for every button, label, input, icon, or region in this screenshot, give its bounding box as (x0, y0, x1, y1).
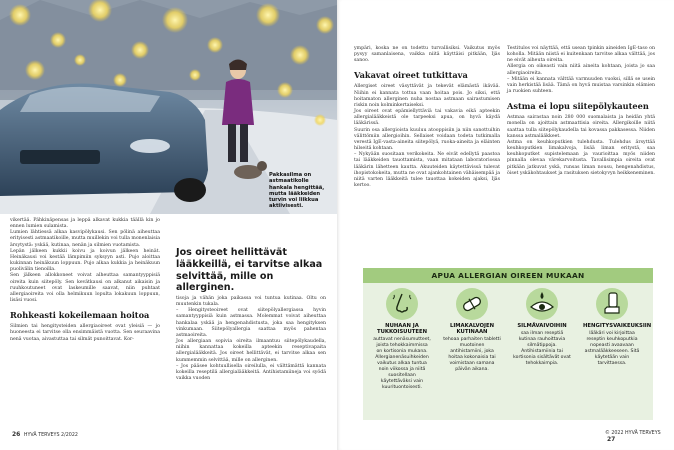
infobox-title: APUA ALLERGIAN OIREEN MUKAAN (363, 268, 653, 283)
pull-quote: Jos oireet hellittävät lääkkeillä, ei tarvitse alkaa selvittää, mille on allerginen. (176, 247, 323, 294)
symptom-desc: auttavat nenäsumutteet, joista tehokkaimmissa on kortisonia mukana. Allergianenäsuihkeiden vaikutus alkaa tuntua noin viikossa ja niitä suositellaan käytettäväksi vain kuurituontoisesti. (373, 337, 431, 390)
paragraph: tisoja ja vähän joka paikassa voi tuntua kutinaa. Oltu on muutenkin tukala. (176, 296, 326, 308)
paragraph: Astma on keuhkoputkien tulehdusta. Tulehdus ärsyttää keuhkoputkien limakalvoja, lisää liman eritystä, saa keuhkoputket supistelemaan ja vaurioittaa myös niiden pinnalla olevaa värekarvoitusta. Tavallisimpia oireita ovat pitkään jatkuvat yskä, runsas liman nousu, hengenahdistus, öiset yskäkohtaukset ja rasituksen sietokyvyn heikkeneminen. (507, 139, 655, 176)
symptom-title: NUHAAN JA TUKKOISUUTEEN (376, 323, 428, 336)
paragraph: Lumien lähtiessä alkaa kasvipölykausi. Sen pölinä aiheuttaa erityisesti astmaatikoille, mutta muillekin voi tulla monenlaisia ärsytystä: yskää, kutinaa, nenän ja silmien vuotamista. (10, 230, 160, 248)
page-number: 26 (12, 431, 21, 438)
paragraph: Suurin osa allergioista kuuluu atooppisiin ja niin sanottuihin välittömiin allergioihin. Sellaiset voidaan todeta tutkimalla verestä IgE-vasta-aineita siitepölyä, ruoka-aineita ja eläinten hilseitä kohtaan. (354, 127, 500, 152)
paragraph: Jos allergiaan sopivia oireita ilmaantuu siitepölykaudella, niihin kannattaa kokeilla apteekin reseptivapaita allergialääkkeitä. Jos oireet hellittävät, ei tarvitse alkaa sen kummemmin selvittää, mille on allerginen. (176, 339, 326, 363)
paragraph: Jos oireet ovat epämiellyttäviä tai vakavia eikä apteekin allergialääkkeistä ole tarpeeksi apua, on hyvä käydä lääkärissä. (354, 109, 500, 127)
paragraph: ympäri, koska ne on todettu turvallisiksi. Vaikutus myös pysyy samanlaisena, vaikka niitä käyttäisi pitkään, Ijäs sanoo. (354, 46, 500, 64)
right-column-1 (354, 46, 500, 189)
paragraph: Astmaa sairastaa noin 280 000 suomalaista ja heidän yhtä monella on ajoittain astmaattisia oireita. Allergikoille niitä saattaa tulla siitepölykaudella tai kovassa pakkasessa. Niiden kanssa astmalääkkeet. (507, 115, 655, 139)
paragraph: Allergia on oikeasti vain niitä aineita kohtaan, joista jo saa allergiaoireita. (507, 64, 655, 76)
nose-icon (385, 287, 419, 321)
right-column-2 (507, 46, 655, 177)
symptom-nose (373, 287, 431, 391)
paragraph: – Nykyään suositaan verikokeita. Ne eivät edellytä paastoa tai lääkkeiden tauottamista, vaan mitataan laboratoriossa lääkärin lähetteen kautta. Akuuteiden käytettävissä tulevat ihopistokokeita, mutta ne ovat ajankohtainen vähäisempää ja niitä varten lääkkeitä tulee tauottaa kokeiden ajaksi, Ijäs kertoo. (354, 152, 500, 188)
section-heading: Astma ei lopu siitepölykauteen (507, 101, 649, 112)
symptom-desc: saa ilman reseptiä kutinaa rauhoittavia silmätippoja. Antihistamiinia tai kortisonia sisältävät ovat tehokkaimpia. (513, 331, 571, 366)
paragraph: – Jos pääsee kohtuullisella oireilulla, ei välttämättä kannata kokeilla reseptilä allergialääkkeitä. Antihistamiineja voi syödä vaikka vuoden (176, 363, 326, 382)
paragraph: Sen jälkeen allokkoneet voivat alheuttaa samantyyppisiä oireita kuin siitepöly. Sen kevätkausi on alkanut aikaisin ja ruuhkoutuneet ovat laskeumille saavat, niin puhtaat allergiaoireita voi olla helmikuun lopulta lokakuun loppuun, lisäsi vuosi. (10, 273, 160, 304)
folio-right (605, 431, 674, 443)
paragraph: – Mitään ei kannata välttää varmuuden vuoksi, sillä se usein vain herkistää lisää. Tämä on hyvä muistaa varsinkin elämien ja ruokien suhteen. (507, 76, 655, 95)
symptom-mucosa (443, 287, 501, 373)
paragraph: vikertää. Pähkinäpensas ja leppä alkavat kukkia täällä kin jo ennen lumien sulamista. (10, 218, 160, 230)
eye-drops-icon (525, 287, 559, 321)
symptom-breathing (583, 287, 652, 367)
photo (0, 0, 337, 214)
allergy-help-box (363, 268, 653, 420)
paragraph: Lepän jälkeen kukkii koivu ja koivun jälkeen heinät. Heinäkausi voi kestää lämpimiin syksyyn asti. Pujo aloittaa kukinnan heinäkuun loppuun. Pujo alkaa kukkia ja heinäkuun puolivälin tienoilla. (10, 248, 160, 273)
pill-icon (455, 287, 489, 321)
section-heading: Vakavat oireet tutkittava (354, 70, 468, 81)
symptom-title: LIMAKALVOJEN KUTINAAN (449, 323, 495, 336)
symptom-eyes (513, 287, 571, 367)
magazine-title: © 2022 HYVÄ TERVEYS (605, 431, 661, 436)
paragraph: Silmien tai hengitysteiden allergiaoireet ovat yleisiä — jo huoneesta ei tarvitse olla ensimmäistä vuotta. Sen seuraavina nenä vuotaa, aivastuttaa tai silmät punoittavat. Kor- (10, 324, 160, 342)
folio-left (10, 431, 78, 438)
inhaler-icon (595, 287, 629, 321)
magazine-title: HYVÄ TERVEYS 2/2022 (23, 433, 78, 438)
symptom-desc: tehoaa parhaiten tabletti muotoinen antihistamiini, joka hoitaa kokonaisia tai voimistaan samana päivän aikana. (443, 337, 501, 372)
paragraph: – Hengitysteoireet ovat siitepölyallergiassa hyvin samantyyppisiä kuin astmassa. Molemmat voivat aiheuttaa hankalaa yskää ja hengenahdistusta, joka saa hengityksen vinkumaan. Siitepölyallergia saattaa myös pahentaa astmaoireita. (176, 308, 326, 338)
left-column-1 (10, 218, 160, 343)
symptom-desc: lääkäri voi kirjoittaa reseptin keuhkoputkia nopeasti avaavaan astmalääkkeeseen. Sitä käytetään vain tarvittaessa. (584, 331, 640, 366)
photo-caption: Pakkasilma on astmaatikolle hankala hengittää, mutta lääkkeiden turvin voi liikkua aktiivisesti. (269, 172, 325, 210)
symptom-title: SILMÄVAIVOIHIN (517, 323, 567, 329)
symptom-title: HENGITYSVAIKEUKSIIN (583, 323, 652, 329)
page-number: 27 (607, 436, 616, 443)
paragraph: Allergiset oireet väsyttävät ja tekevät elämästä ikävää. Niihin ei kannata tottua vaan hoitaa pois. Jo siksi, että hoitamaton allerginen nuha nostaa astmaan sairastumisen riskin noin kolminkertaiseksi. (354, 84, 500, 108)
left-column-2 (176, 296, 326, 382)
paragraph: Testitulos voi näyttää, että usean tpinkin aineiden IgE-taso on koholla. Mitään niistä ei kuitenkaan tarvitse alkaa välttää, jos ne eivät aiheuta oireita. (507, 46, 655, 64)
section-heading: Rohkeasti kokeilemaan hoitoa (10, 310, 150, 321)
